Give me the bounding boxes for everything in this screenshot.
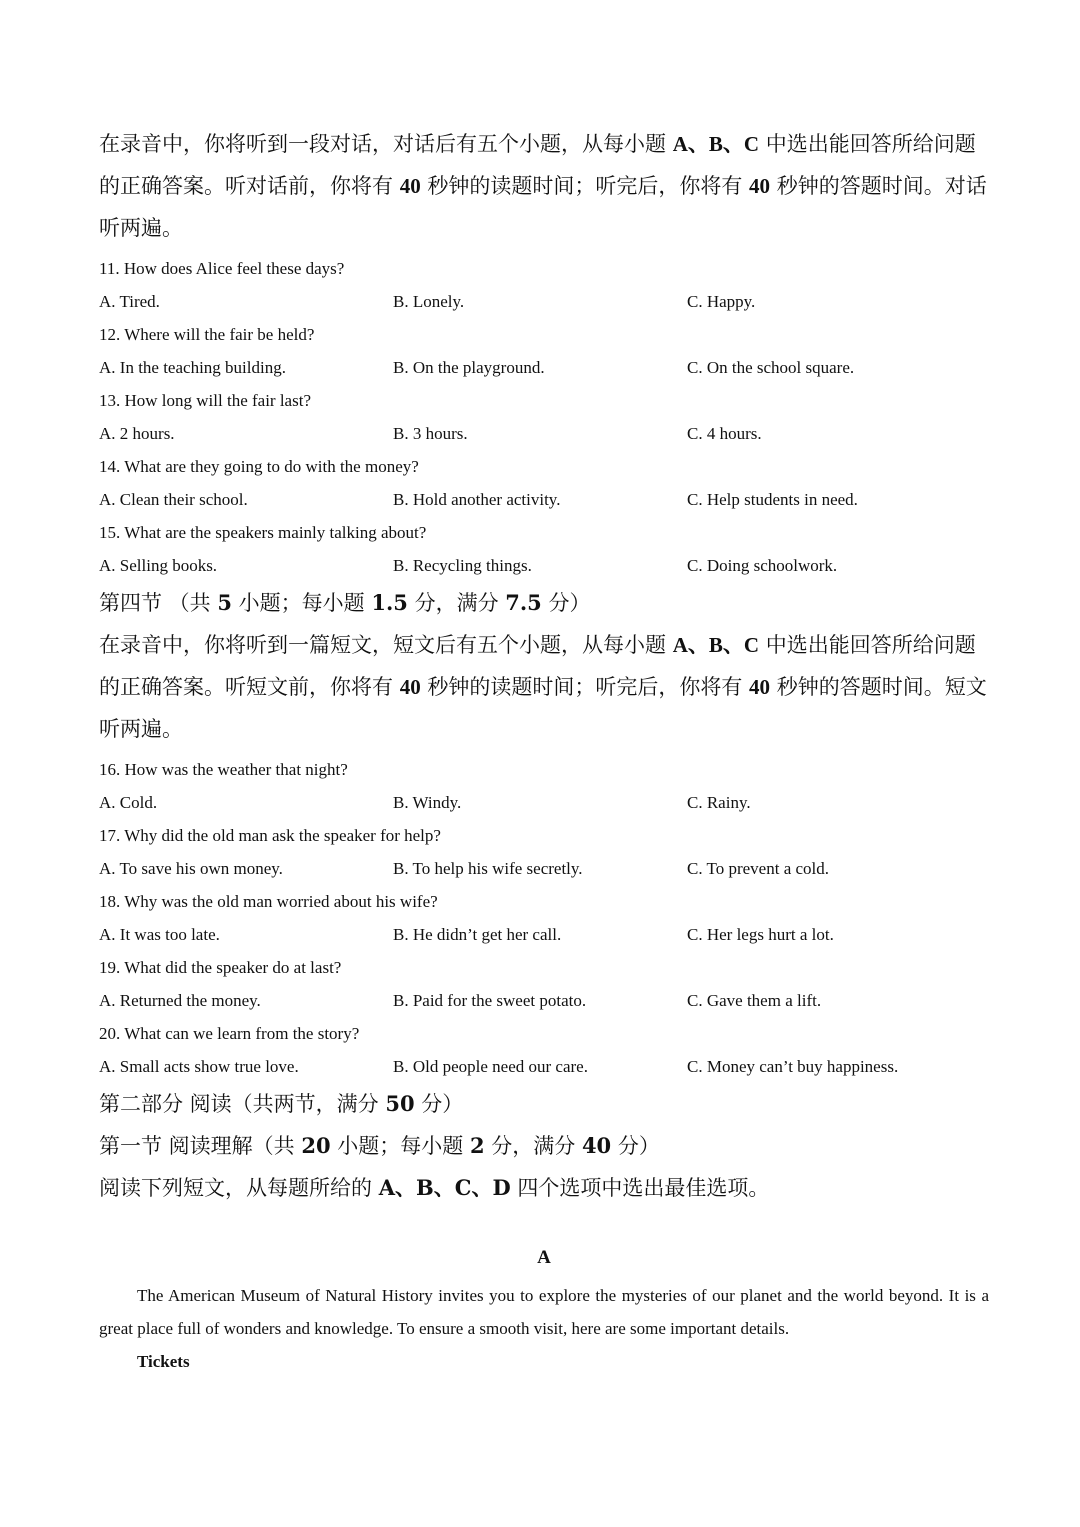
- option-row: [99, 483, 989, 516]
- option-row: [99, 351, 989, 384]
- question-text: 15. What are the speakers mainly talking about?: [99, 523, 427, 542]
- section4-heading: [99, 582, 989, 624]
- instr-text: 四个选项中选出最佳选项。: [510, 1176, 770, 1200]
- passage-paragraph: The American Museum of Natural History invites you to explore the mysteries of our planet and the world beyond. It is a great place full of wonders and knowledge. To ensure a smooth visit, here are some important details.: [99, 1286, 989, 1338]
- option-c: C. Doing schoolwork.: [687, 556, 838, 575]
- instr-text: 秒钟的读题时间；听完后，你将有: [420, 675, 750, 699]
- question-text: 17. Why did the old man ask the speaker for help?: [99, 826, 441, 845]
- option-c: C. Rainy.: [687, 793, 751, 812]
- option-a: A. Cold.: [99, 793, 158, 812]
- option-row: [99, 984, 989, 1017]
- passage-letter: A: [537, 1247, 551, 1268]
- section4-questions: [99, 753, 989, 1083]
- instr-options: A、B、C、D: [378, 1175, 511, 1200]
- section4-instructions: [99, 624, 989, 750]
- instr-text: 中选出能回答所给问题的正确答案。听短文前，你将有: [99, 633, 976, 699]
- option-c: C. On the school square.: [687, 358, 855, 377]
- section3-instructions: [99, 123, 989, 249]
- heading-number: 50: [385, 1091, 415, 1116]
- heading-text: 小题；每小题: [231, 591, 372, 615]
- option-a: A. It was too late.: [99, 925, 220, 944]
- option-row: [99, 1050, 989, 1083]
- option-row: [99, 417, 989, 450]
- option-a: A. Selling books.: [99, 556, 218, 575]
- option-a: A. Small acts show true love.: [99, 1057, 299, 1076]
- option-a: A. 2 hours.: [99, 424, 175, 443]
- instr-text: 秒钟的答题时间。对话听两遍。: [99, 174, 987, 240]
- exam-page: [99, 0, 989, 1378]
- option-row: [99, 786, 989, 819]
- option-row: [99, 918, 989, 951]
- heading-number: 1.5: [371, 590, 408, 615]
- option-b: B. Windy.: [393, 793, 462, 812]
- option-b: B. Paid for the sweet potato.: [393, 991, 587, 1010]
- option-b: B. Recycling things.: [393, 556, 532, 575]
- instr-number: 40: [749, 174, 771, 198]
- option-a: A. Tired.: [99, 292, 160, 311]
- instr-number: 40: [749, 675, 771, 699]
- option-b: B. Lonely.: [393, 292, 465, 311]
- question-text: 18. Why was the old man worried about his wife?: [99, 892, 438, 911]
- tickets-heading: Tickets: [137, 1352, 190, 1371]
- section3-questions: [99, 252, 989, 582]
- heading-number: 7.5: [505, 590, 542, 615]
- heading-number: 20: [301, 1133, 331, 1158]
- heading-text: 分，满分: [407, 591, 506, 615]
- instr-text: 秒钟的读题时间；听完后，你将有: [420, 174, 750, 198]
- option-b: B. To help his wife secretly.: [393, 859, 583, 878]
- instr-number: 40: [399, 174, 421, 198]
- instr-text: 在录音中，你将听到一段对话，对话后有五个小题，从每小题: [99, 132, 673, 156]
- option-c: C. Gave them a lift.: [687, 991, 822, 1010]
- option-b: B. Old people need our care.: [393, 1057, 588, 1076]
- option-b: B. On the playground.: [393, 358, 545, 377]
- option-a: A. Clean their school.: [99, 490, 248, 509]
- option-b: B. 3 hours.: [393, 424, 468, 443]
- instr-text: 阅读下列短文，从每题所给的: [99, 1176, 379, 1200]
- option-a: A. Returned the money.: [99, 991, 261, 1010]
- part2-section1-heading: [99, 1125, 989, 1167]
- heading-text: 第一节 阅读理解（共: [99, 1134, 302, 1158]
- instr-options: A、B、C: [672, 132, 760, 156]
- option-row: [99, 852, 989, 885]
- question-text: 14. What are they going to do with the money?: [99, 457, 419, 476]
- heading-text: 第四节 （共: [99, 591, 218, 615]
- option-c: C. Money can’t buy happiness.: [687, 1057, 899, 1076]
- heading-text: 分）: [611, 1134, 660, 1158]
- part2-instructions: [99, 1167, 989, 1209]
- option-a: A. To save his own money.: [99, 859, 283, 878]
- option-c: C. Her legs hurt a lot.: [687, 925, 834, 944]
- instr-options: A、B、C: [672, 633, 760, 657]
- heading-number: 2: [469, 1133, 485, 1158]
- question-text: 19. What did the speaker do at last?: [99, 958, 342, 977]
- heading-number: 40: [581, 1133, 612, 1158]
- instr-number: 40: [399, 675, 421, 699]
- instr-text: 中选出能回答所给问题的正确答案。听对话前，你将有: [99, 132, 976, 198]
- heading-text: 分）: [541, 591, 591, 615]
- question-text: 13. How long will the fair last?: [99, 391, 311, 410]
- option-c: C. Help students in need.: [687, 490, 858, 509]
- option-c: C. 4 hours.: [687, 424, 762, 443]
- heading-text: 小题；每小题: [330, 1134, 470, 1158]
- heading-text: 第二部分 阅读（共两节，满分: [99, 1092, 386, 1116]
- question-text: 16. How was the weather that night?: [99, 760, 348, 779]
- part2-heading: [99, 1083, 989, 1125]
- option-c: C. Happy.: [687, 292, 756, 311]
- instr-text: 在录音中，你将听到一篇短文，短文后有五个小题，从每小题: [99, 633, 673, 657]
- question-text: 12. Where will the fair be held?: [99, 325, 315, 344]
- heading-number: 5: [217, 590, 232, 615]
- option-row: [99, 549, 989, 582]
- question-text: 20. What can we learn from the story?: [99, 1024, 360, 1043]
- option-b: B. He didn’t get her call.: [393, 925, 562, 944]
- heading-text: 分，满分: [484, 1134, 582, 1158]
- option-row: [99, 285, 989, 318]
- heading-text: 分）: [414, 1092, 464, 1116]
- option-c: C. To prevent a cold.: [687, 859, 830, 878]
- instr-text: 秒钟的答题时间。短文听两遍。: [99, 675, 987, 741]
- option-a: A. In the teaching building.: [99, 358, 286, 377]
- question-text: 11. How does Alice feel these days?: [99, 259, 345, 278]
- option-b: B. Hold another activity.: [393, 490, 561, 509]
